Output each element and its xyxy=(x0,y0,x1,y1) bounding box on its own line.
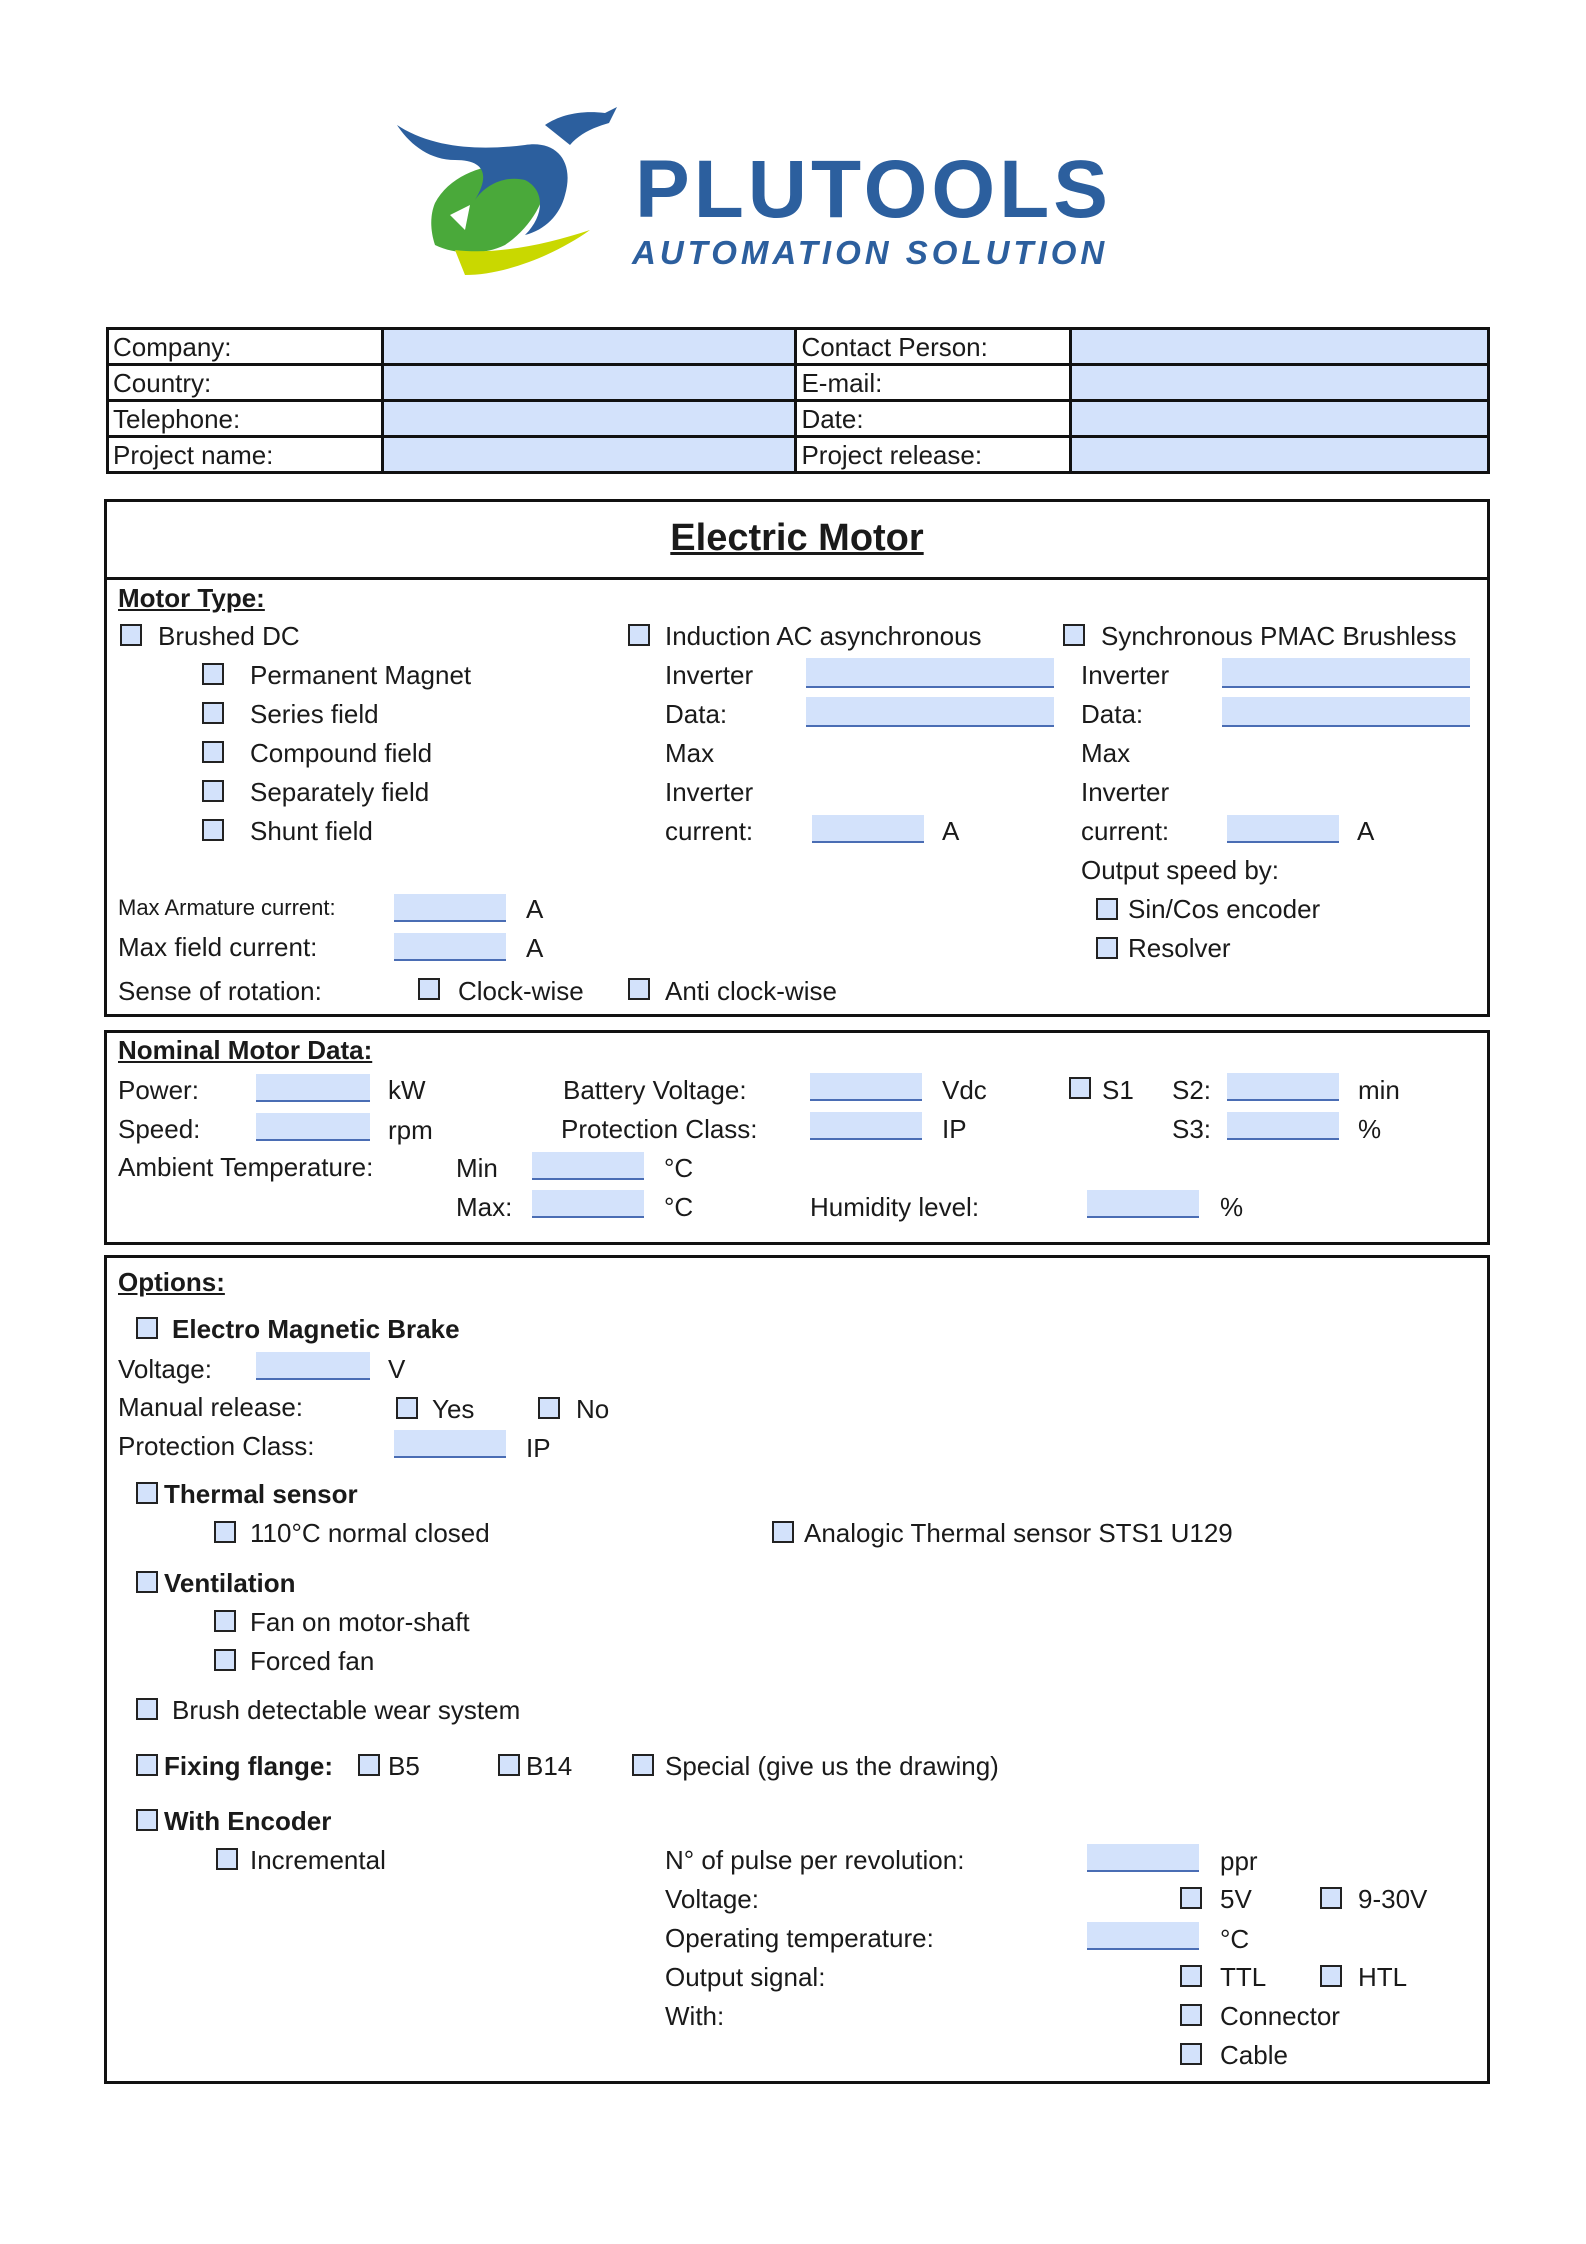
company-field[interactable] xyxy=(384,333,795,363)
connector-label: Connector xyxy=(1220,2001,1340,2031)
htl-checkbox[interactable] xyxy=(1320,1965,1342,1987)
manual-release-no-checkbox[interactable] xyxy=(538,1397,560,1419)
s2-field[interactable] xyxy=(1227,1073,1339,1101)
email-label: E-mail: xyxy=(796,365,1071,401)
humidity-unit: % xyxy=(1220,1192,1244,1222)
humidity-field[interactable] xyxy=(1087,1190,1199,1218)
battery-voltage-unit: Vdc xyxy=(942,1075,987,1105)
s3-unit: % xyxy=(1358,1114,1382,1144)
table-row xyxy=(108,365,1489,401)
page-title: Electric Motor xyxy=(670,517,924,559)
ambient-label: Ambient Temperature: xyxy=(118,1152,374,1182)
brake-voltage-label: Voltage: xyxy=(118,1354,212,1384)
induction-current-field[interactable] xyxy=(812,815,924,843)
power-unit: kW xyxy=(388,1075,426,1105)
sense-of-rotation-label: Sense of rotation: xyxy=(118,976,322,1006)
brake-voltage-field[interactable] xyxy=(256,1352,370,1380)
brake-checkbox[interactable] xyxy=(136,1317,158,1339)
operating-temp-field[interactable] xyxy=(1087,1922,1199,1950)
battery-voltage-label: Battery Voltage: xyxy=(563,1075,747,1105)
sync-max-label: Max xyxy=(1081,738,1131,768)
5v-checkbox[interactable] xyxy=(1180,1887,1202,1909)
incremental-checkbox[interactable] xyxy=(216,1848,238,1870)
country-field[interactable] xyxy=(384,369,795,399)
induction-data-field[interactable] xyxy=(806,697,1054,727)
speed-label: Speed: xyxy=(118,1114,201,1144)
resolver-label: Resolver xyxy=(1128,933,1231,963)
connector-checkbox[interactable] xyxy=(1180,2004,1202,2026)
b5-checkbox[interactable] xyxy=(358,1754,380,1776)
with-label: With: xyxy=(665,2001,725,2031)
htl-label: HTL xyxy=(1358,1962,1408,1992)
ambient-min-label: Min xyxy=(456,1153,498,1183)
table-row xyxy=(108,437,1489,473)
options-heading: Options: xyxy=(118,1267,225,1297)
fixing-flange-checkbox[interactable] xyxy=(136,1754,158,1776)
pulses-unit: ppr xyxy=(1220,1846,1258,1876)
project-release-field[interactable] xyxy=(1072,441,1487,471)
permanent-magnet-checkbox[interactable] xyxy=(202,663,224,685)
date-label: Date: xyxy=(796,401,1071,437)
date-field[interactable] xyxy=(1072,405,1487,435)
pulses-field[interactable] xyxy=(1087,1844,1199,1872)
protection-class-unit: IP xyxy=(942,1114,967,1144)
anticlockwise-checkbox[interactable] xyxy=(628,978,650,1000)
sync-inverter-field[interactable] xyxy=(1222,658,1470,688)
synchronous-checkbox[interactable] xyxy=(1063,624,1085,646)
contact-info-table xyxy=(106,327,1490,474)
brand-name: PLUTOOLS xyxy=(635,144,1112,235)
ambient-min-field[interactable] xyxy=(532,1152,644,1180)
5v-label: 5V xyxy=(1220,1884,1252,1914)
cable-checkbox[interactable] xyxy=(1180,2043,1202,2065)
operating-temp-unit: °C xyxy=(1220,1924,1250,1954)
synchronous-label: Synchronous PMAC Brushless xyxy=(1101,621,1457,651)
analogic-sensor-checkbox[interactable] xyxy=(772,1521,794,1543)
s3-label: S3: xyxy=(1172,1114,1212,1144)
brake-voltage-unit: V xyxy=(388,1354,406,1384)
pulses-label: N° of pulse per revolution: xyxy=(665,1845,965,1875)
contact-person-field[interactable] xyxy=(1072,333,1487,363)
email-field[interactable] xyxy=(1072,369,1487,399)
normal-closed-label: 110°C normal closed xyxy=(250,1518,490,1548)
sincos-label: Sin/Cos encoder xyxy=(1128,894,1321,924)
shunt-field-checkbox[interactable] xyxy=(202,819,224,841)
project-release-label: Project release: xyxy=(796,437,1071,473)
company-label: Company: xyxy=(108,329,383,365)
table-row xyxy=(108,401,1489,437)
forced-fan-label: Forced fan xyxy=(250,1646,375,1676)
induction-inverter2-label: Inverter xyxy=(665,777,754,807)
max-armature-unit: A xyxy=(526,894,544,924)
s2-unit: min xyxy=(1358,1075,1400,1105)
analogic-sensor-label: Analogic Thermal sensor STS1 U129 xyxy=(804,1518,1233,1548)
motor-type-heading: Motor Type: xyxy=(118,583,265,613)
ambient-max-label: Max: xyxy=(456,1192,513,1222)
induction-label: Induction AC asynchronous xyxy=(665,621,982,651)
ambient-max-unit: °C xyxy=(664,1192,694,1222)
cable-label: Cable xyxy=(1220,2040,1288,2070)
encoder-voltage-label: Voltage: xyxy=(665,1884,759,1914)
compound-field-checkbox[interactable] xyxy=(202,741,224,763)
battery-voltage-field[interactable] xyxy=(810,1073,922,1101)
max-field-current-label: Max field current: xyxy=(118,932,318,962)
humidity-label: Humidity level: xyxy=(810,1192,980,1222)
brake-protection-unit: IP xyxy=(526,1433,551,1463)
b14-checkbox[interactable] xyxy=(498,1754,520,1776)
9-30v-label: 9-30V xyxy=(1358,1884,1428,1914)
output-signal-label: Output signal: xyxy=(665,1962,826,1992)
sync-inverter-label: Inverter xyxy=(1081,660,1170,690)
special-flange-label: Special (give us the drawing) xyxy=(665,1751,999,1781)
sync-current-unit: A xyxy=(1357,816,1375,846)
induction-data-label: Data: xyxy=(665,699,728,729)
s1-checkbox[interactable] xyxy=(1069,1077,1091,1099)
protection-class-label: Protection Class: xyxy=(561,1114,758,1144)
clockwise-label: Clock-wise xyxy=(458,976,584,1006)
brush-wear-checkbox[interactable] xyxy=(136,1698,158,1720)
b14-label: B14 xyxy=(526,1751,573,1781)
s1-label: S1 xyxy=(1102,1075,1134,1105)
nominal-heading: Nominal Motor Data: xyxy=(118,1035,373,1065)
telephone-field[interactable] xyxy=(384,405,795,435)
manual-release-yes-label: Yes xyxy=(432,1394,475,1424)
sync-inverter2-label: Inverter xyxy=(1081,777,1170,807)
clockwise-checkbox[interactable] xyxy=(418,978,440,1000)
brushed-dc-label: Brushed DC xyxy=(158,621,300,651)
series-field-label: Series field xyxy=(250,699,379,729)
contact-person-label: Contact Person: xyxy=(796,329,1071,365)
special-flange-checkbox[interactable] xyxy=(632,1754,654,1776)
s3-field[interactable] xyxy=(1227,1112,1339,1140)
induction-current-label: current: xyxy=(665,816,754,846)
resolver-checkbox[interactable] xyxy=(1096,937,1118,959)
shunt-field-label: Shunt field xyxy=(250,816,373,846)
s2-label: S2: xyxy=(1172,1075,1212,1105)
speed-unit: rpm xyxy=(388,1115,433,1145)
induction-inverter-field[interactable] xyxy=(806,658,1054,688)
telephone-label: Telephone: xyxy=(108,401,383,437)
encoder-checkbox[interactable] xyxy=(136,1809,158,1831)
manual-release-no-label: No xyxy=(576,1394,610,1424)
ttl-checkbox[interactable] xyxy=(1180,1965,1202,1987)
fixing-flange-label: Fixing flange: xyxy=(164,1751,333,1781)
normal-closed-checkbox[interactable] xyxy=(214,1521,236,1543)
brushed-dc-checkbox[interactable] xyxy=(120,624,142,646)
table-row xyxy=(108,329,1489,365)
logo xyxy=(395,105,1155,280)
max-field-current-field[interactable] xyxy=(394,933,506,961)
sync-data-field[interactable] xyxy=(1222,697,1470,727)
ttl-label: TTL xyxy=(1220,1962,1267,1992)
max-field-current-unit: A xyxy=(526,933,544,963)
max-armature-label: Max Armature current: xyxy=(118,895,336,920)
project-name-label: Project name: xyxy=(108,437,383,473)
country-label: Country: xyxy=(108,365,383,401)
anticlockwise-label: Anti clock-wise xyxy=(665,976,837,1006)
brake-protection-label: Protection Class: xyxy=(118,1431,315,1461)
incremental-label: Incremental xyxy=(250,1845,386,1875)
fan-shaft-checkbox[interactable] xyxy=(214,1610,236,1632)
project-name-field[interactable] xyxy=(384,441,795,471)
brake-label: Electro Magnetic Brake xyxy=(172,1314,460,1344)
kangaroo-logo-icon xyxy=(395,105,625,280)
separately-field-checkbox[interactable] xyxy=(202,780,224,802)
brand-tagline: AUTOMATION SOLUTION xyxy=(632,234,1109,271)
9-30v-checkbox[interactable] xyxy=(1320,1887,1342,1909)
ventilation-label: Ventilation xyxy=(164,1568,296,1598)
thermal-sensor-label: Thermal sensor xyxy=(164,1479,358,1509)
max-armature-field[interactable] xyxy=(394,894,506,922)
permanent-magnet-label: Permanent Magnet xyxy=(250,660,472,690)
sync-current-label: current: xyxy=(1081,816,1170,846)
speed-field[interactable] xyxy=(256,1113,370,1141)
induction-inverter-label: Inverter xyxy=(665,660,754,690)
b5-label: B5 xyxy=(388,1751,420,1781)
output-speed-by-label: Output speed by: xyxy=(1081,855,1280,885)
series-field-checkbox[interactable] xyxy=(202,702,224,724)
encoder-label: With Encoder xyxy=(164,1806,332,1836)
sincos-checkbox[interactable] xyxy=(1096,898,1118,920)
compound-field-label: Compound field xyxy=(250,738,433,768)
forced-fan-checkbox[interactable] xyxy=(214,1649,236,1671)
brake-protection-field[interactable] xyxy=(394,1430,506,1458)
sync-current-field[interactable] xyxy=(1227,815,1339,843)
operating-temp-label: Operating temperature: xyxy=(665,1923,934,1953)
manual-release-yes-checkbox[interactable] xyxy=(396,1397,418,1419)
induction-checkbox[interactable] xyxy=(628,624,650,646)
sync-data-label: Data: xyxy=(1081,699,1144,729)
thermal-sensor-checkbox[interactable] xyxy=(136,1482,158,1504)
fan-shaft-label: Fan on motor-shaft xyxy=(250,1607,470,1637)
separately-field-label: Separately field xyxy=(250,777,430,807)
ambient-min-unit: °C xyxy=(664,1153,694,1183)
manual-release-label: Manual release: xyxy=(118,1392,303,1422)
induction-current-unit: A xyxy=(942,816,960,846)
power-label: Power: xyxy=(118,1075,199,1105)
brush-wear-label: Brush detectable wear system xyxy=(172,1695,521,1725)
protection-class-field[interactable] xyxy=(810,1112,922,1140)
ambient-max-field[interactable] xyxy=(532,1190,644,1218)
induction-max-label: Max xyxy=(665,738,715,768)
ventilation-checkbox[interactable] xyxy=(136,1571,158,1593)
power-field[interactable] xyxy=(256,1074,370,1102)
